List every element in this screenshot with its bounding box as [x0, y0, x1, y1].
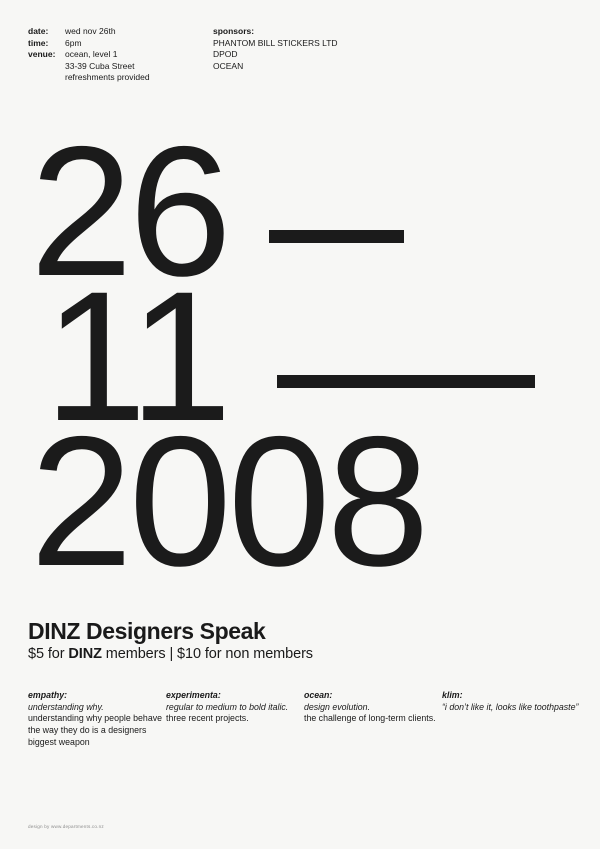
value-venue-street: 33-39 Cuba Street	[65, 60, 135, 71]
big-date-year: 2008	[30, 399, 426, 605]
big-date	[22, 109, 578, 605]
price-dinz: DINZ	[68, 646, 102, 662]
big-date-month: 11	[44, 254, 229, 460]
big-date-day: 26	[30, 109, 228, 315]
speaker-tagline: “i don’t like it, looks like toothpaste”	[442, 701, 579, 712]
sponsor-item: OCEAN	[213, 60, 244, 71]
sponsor-item: PHANTOM BILL STICKERS LTD	[213, 37, 338, 48]
price-prefix: $5 for	[28, 646, 69, 662]
speaker-column-empathy	[28, 690, 166, 749]
dash-rule-bottom	[277, 375, 535, 388]
price-suffix: members | $10 for non members	[101, 646, 313, 662]
value-date: wed nov 26th	[65, 26, 116, 36]
speaker-column-ocean	[304, 690, 442, 749]
title-block	[28, 618, 572, 664]
event-meta	[28, 26, 572, 84]
dash-rule-top	[269, 230, 404, 243]
speaker-columns	[28, 690, 580, 749]
speaker-body: the challenge of long-term clients.	[304, 713, 436, 724]
speaker-column-klim	[442, 690, 580, 749]
page-title: DINZ Designers Speak	[28, 618, 266, 644]
design-credit: design by www.departments.co.nz	[28, 824, 104, 829]
value-venue: ocean, level 1	[65, 49, 118, 59]
speaker-name: klim:	[442, 690, 463, 700]
event-detail-labels	[28, 26, 65, 84]
speaker-name: ocean:	[304, 690, 333, 700]
speaker-column-experimenta	[166, 690, 304, 749]
speaker-name: experimenta:	[166, 690, 221, 700]
speaker-tagline: design evolution.	[304, 701, 371, 712]
label-venue: venue:	[28, 49, 56, 59]
speaker-body: understanding why people behave the way they do is a designers biggest weapon	[28, 713, 163, 747]
price-line	[28, 645, 572, 664]
speaker-tagline: understanding why.	[28, 701, 104, 712]
event-detail-values	[65, 26, 213, 84]
label-time: time:	[28, 37, 49, 48]
value-time: 6pm	[65, 37, 82, 48]
speaker-name: empathy:	[28, 690, 68, 700]
big-date-row-year	[22, 399, 578, 605]
sponsors-heading: sponsors:	[213, 26, 255, 36]
sponsors-block	[213, 26, 338, 84]
event-details	[28, 26, 213, 84]
sponsor-item: DPOD	[213, 49, 238, 59]
label-date: date:	[28, 26, 49, 36]
speaker-body: three recent projects.	[166, 713, 249, 724]
speaker-tagline: regular to medium to bold italic.	[166, 701, 289, 712]
value-venue-note: refreshments provided	[65, 72, 150, 82]
